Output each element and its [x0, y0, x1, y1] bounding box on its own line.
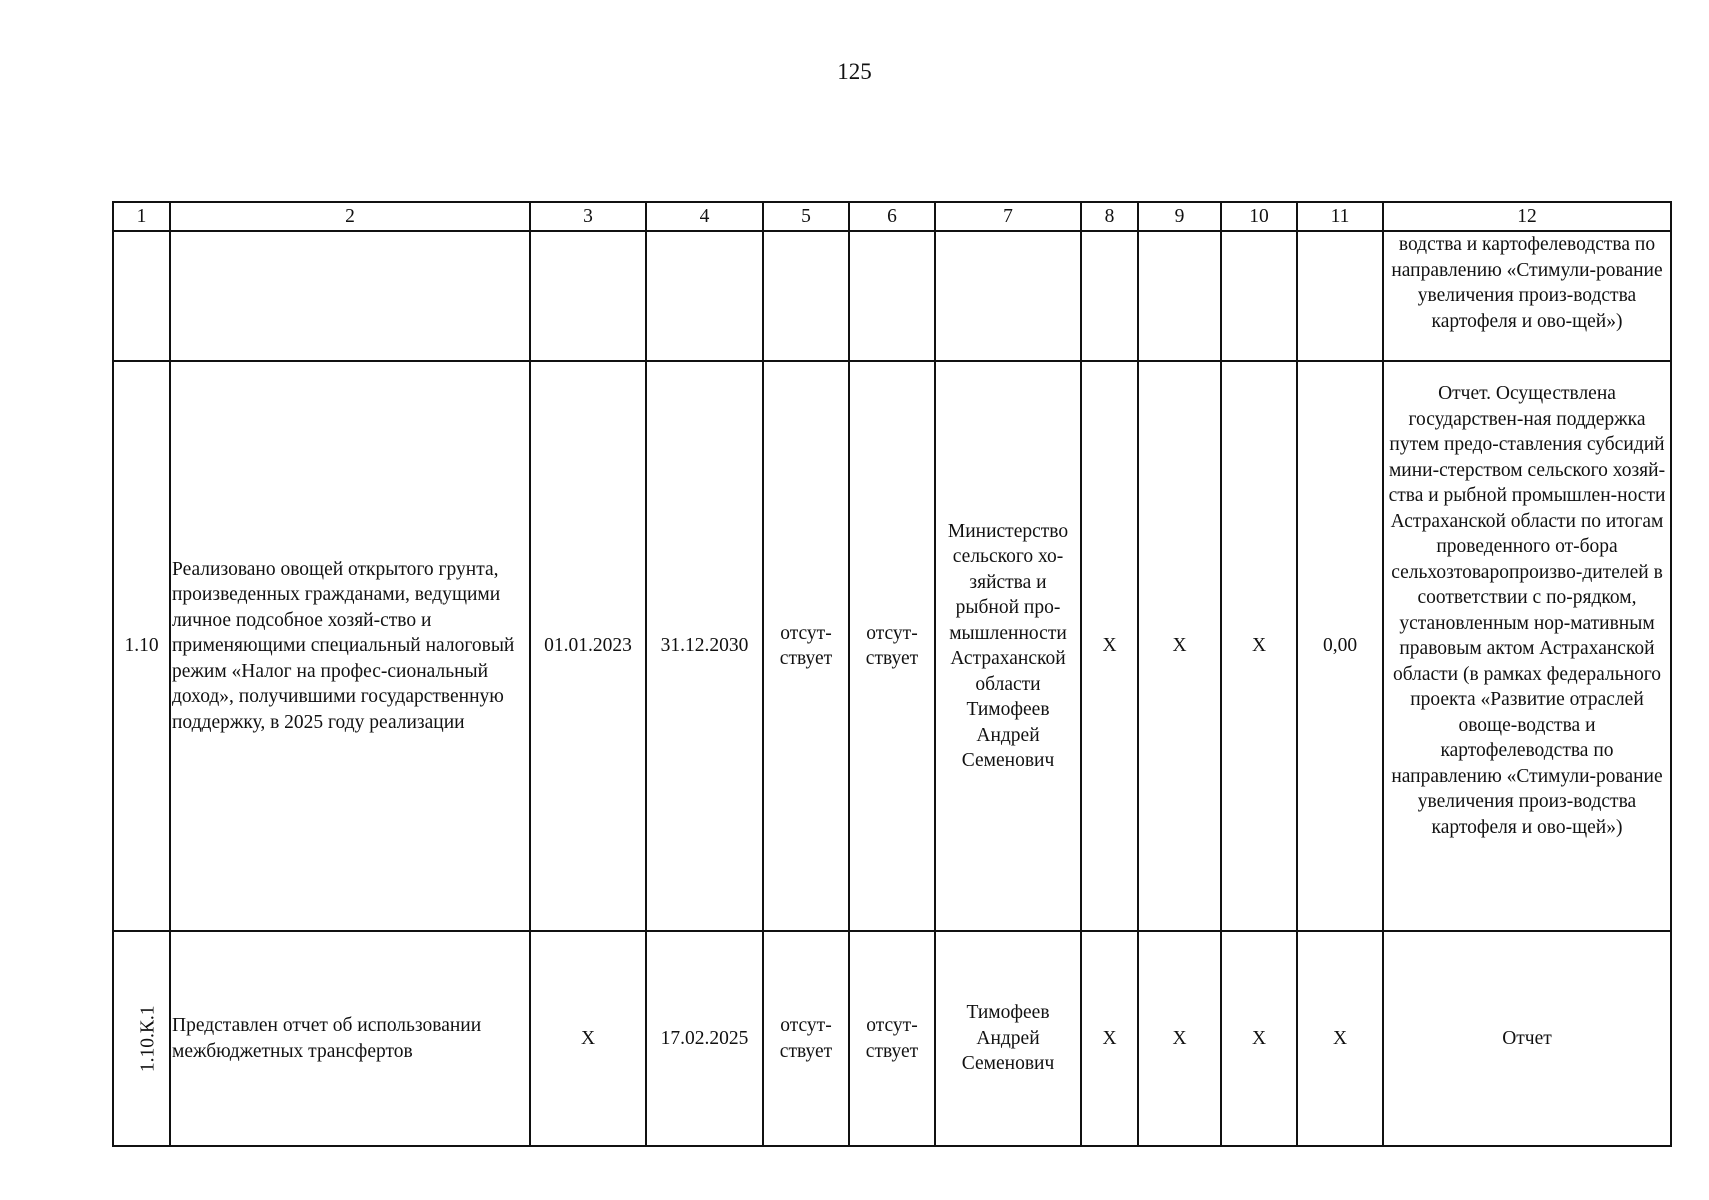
- col5-cell: отсут-ствует: [763, 361, 849, 931]
- col6-cell: отсут-ствует: [849, 931, 935, 1146]
- col9-cell: X: [1138, 931, 1221, 1146]
- empty-cell: [1221, 231, 1297, 361]
- row-number-cell: [113, 931, 170, 1146]
- header-cell: 10: [1221, 202, 1297, 231]
- header-cell: 2: [170, 202, 530, 231]
- header-cell: 12: [1383, 202, 1671, 231]
- start-date-cell: 01.01.2023: [530, 361, 646, 931]
- header-cell: 4: [646, 202, 763, 231]
- header-cell: 7: [935, 202, 1081, 231]
- end-date-cell: 17.02.2025: [646, 931, 763, 1146]
- page-number: 125: [837, 59, 872, 84]
- header-cell: 9: [1138, 202, 1221, 231]
- header-cell: 1: [113, 202, 170, 231]
- row-number-vertical-text: 1.10.К.1: [137, 1005, 159, 1072]
- header-cell: 5: [763, 202, 849, 231]
- responsible-cell: Тимофеев Андрей Семенович: [935, 931, 1081, 1146]
- table-row: [113, 231, 1671, 361]
- col11-cell: 0,00: [1297, 361, 1383, 931]
- empty-cell: [849, 231, 935, 361]
- col8-cell: X: [1081, 361, 1138, 931]
- col8-cell: X: [1081, 931, 1138, 1146]
- empty-cell: [763, 231, 849, 361]
- report-cell: Отчет. Осуществлена государствен-ная поддержка путем предо-ставления субсидий мини-стерством сельского хозяй-ства и рыбной промышлен-ности Астраханской области по итогам проведенного от-бора сельхозтоваропроизво-дителей в соответствии с по-рядком, установленным нор-мативным правовым актом Астраханской области (в рамках федерального проекта «Развитие отраслей овоще-водства и картофелеводства по направлению «Стимули-рование увеличения произ-водства картофеля и ово-щей»): [1383, 361, 1671, 931]
- col11-cell: X: [1297, 931, 1383, 1146]
- description-cell: Реализовано овощей открытого грунта, произведенных гражданами, ведущими личное подсобное хозяй-ство и применяющими специальный налоговый режим «Налог на профес-сиональный доход», получившими государственную поддержку, в 2025 году реализации: [170, 361, 530, 931]
- col6-cell: отсут-ствует: [849, 361, 935, 931]
- report-cell: Отчет: [1383, 931, 1671, 1146]
- table-row: [113, 931, 1671, 1146]
- empty-cell: [1081, 231, 1138, 361]
- responsible-cell: Министерство сельского хо-зяйства и рыбной про-мышленности Астраханской области Тимофеев Андрей Семенович: [935, 361, 1081, 931]
- header-cell: 11: [1297, 202, 1383, 231]
- continued-note-cell: водства и картофелеводства по направлению «Стимули-рование увеличения произ-водства картофеля и ово-щей»): [1383, 231, 1671, 361]
- empty-cell: [1297, 231, 1383, 361]
- empty-cell: [935, 231, 1081, 361]
- empty-cell: [113, 231, 170, 361]
- empty-cell: [170, 231, 530, 361]
- empty-cell: [530, 231, 646, 361]
- col9-cell: X: [1138, 361, 1221, 931]
- header-cell: 3: [530, 202, 646, 231]
- header-cell: 6: [849, 202, 935, 231]
- description-cell: Представлен отчет об использовании межбюджетных трансфертов: [170, 931, 530, 1146]
- table-header-row: [113, 202, 1671, 231]
- col10-cell: X: [1221, 361, 1297, 931]
- row-number-cell: 1.10: [113, 361, 170, 931]
- plan-table: [112, 201, 1672, 1147]
- empty-cell: [1138, 231, 1221, 361]
- col10-cell: X: [1221, 931, 1297, 1146]
- empty-cell: [646, 231, 763, 361]
- col5-cell: отсут-ствует: [763, 931, 849, 1146]
- table-row: [113, 361, 1671, 931]
- end-date-cell: 31.12.2030: [646, 361, 763, 931]
- start-date-cell: X: [530, 931, 646, 1146]
- header-cell: 8: [1081, 202, 1138, 231]
